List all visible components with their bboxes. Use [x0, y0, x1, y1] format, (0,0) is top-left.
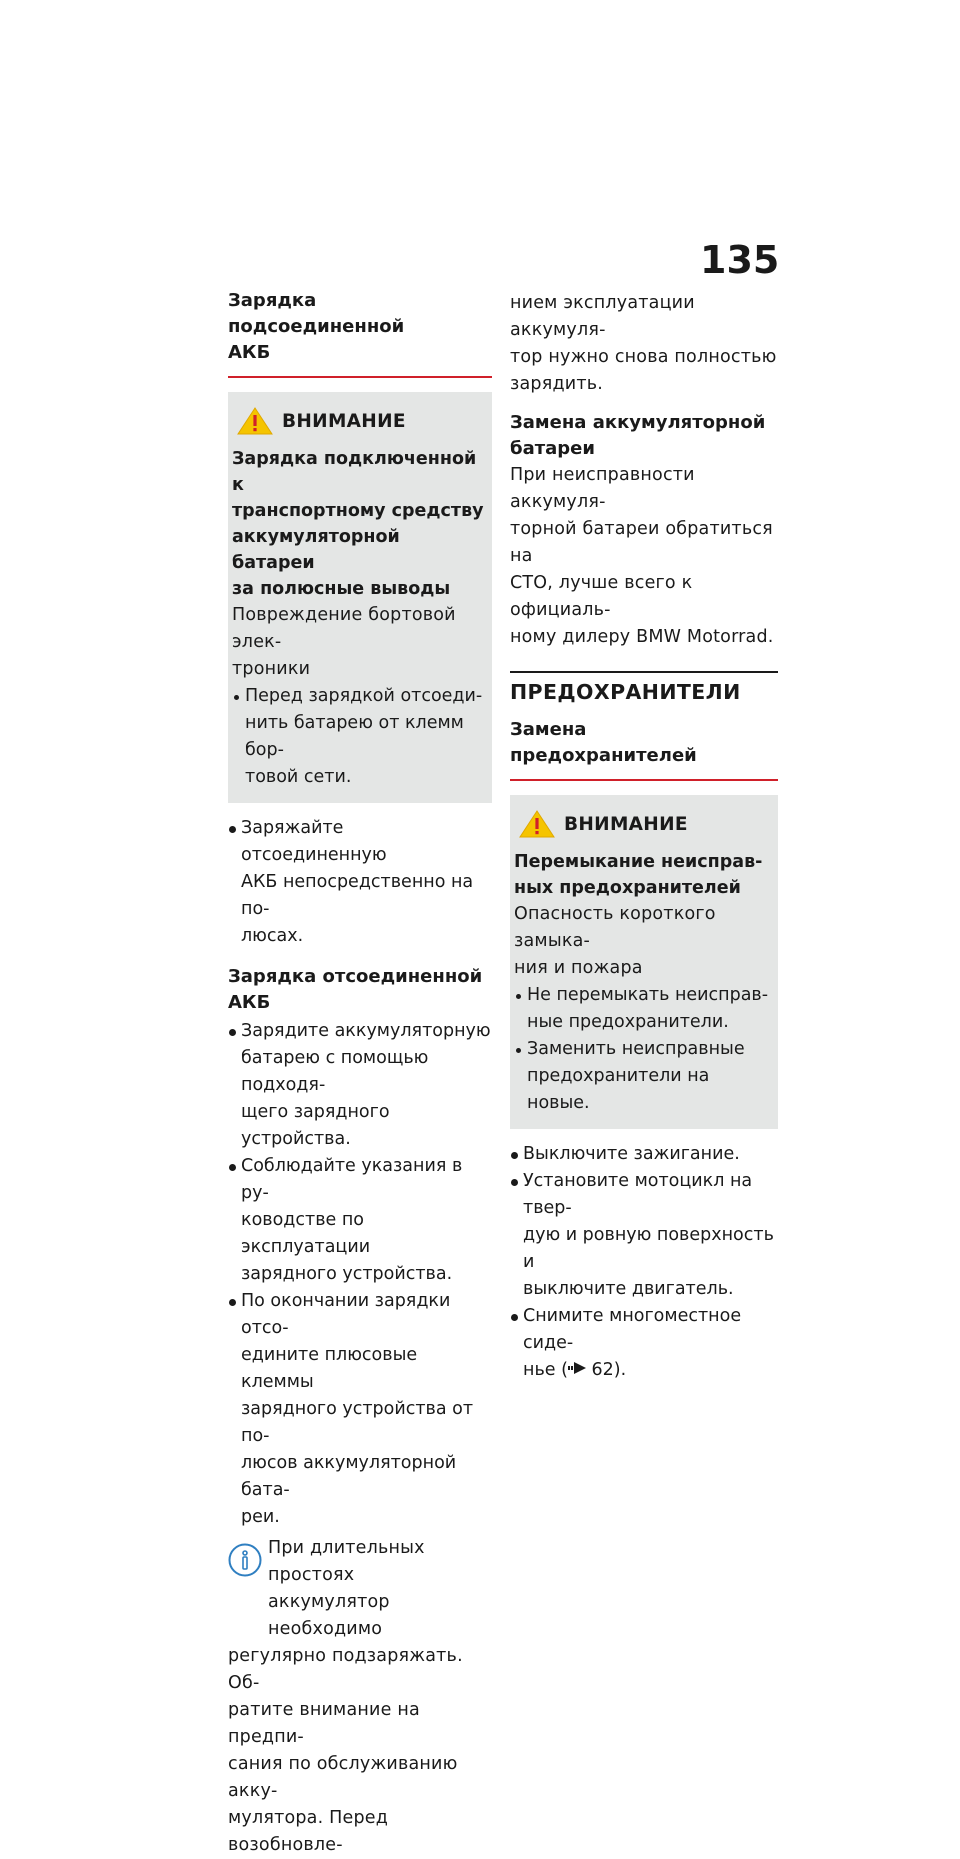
warning-box: [228, 392, 492, 803]
warning-box: [510, 795, 778, 1129]
section-heading-charge-connected: Зарядка подсоединенной АКБ: [228, 288, 492, 378]
list-item: Перед зарядкой отсоеди- нить батарею от клемм бор- товой сети.: [232, 683, 488, 791]
section-title-fuses: ПРЕДОХРАНИТЕЛИ: [510, 671, 778, 705]
instruction-list: [228, 1018, 492, 1531]
section-heading-charge-disconnected: Зарядка отсоединенной АКБ: [228, 966, 483, 1013]
list-item: Выключите зажигание.: [510, 1141, 778, 1168]
list-item: Соблюдайте указания в ру- ководстве по эксплуатации зарядного устройства.: [228, 1153, 492, 1288]
warning-triangle-icon: [236, 406, 274, 436]
list-item: Заменить неисправные предохранители на новые.: [514, 1036, 774, 1117]
warning-label: ВНИМАНИЕ: [564, 813, 688, 835]
list-item: Заряжайте отсоединенную АКБ непосредственно на по- люсах.: [228, 815, 492, 950]
arrow-reference-icon: [568, 1362, 586, 1374]
warning-actions: [232, 683, 488, 791]
list-item: По окончании зарядки отсо- едините плюсовые клеммы зарядного устройства от по- люсов аккумуляторной бата- реи.: [228, 1288, 492, 1531]
battery-replace-text: При неисправности аккумуля- торной батареи обратиться на СТО, лучше всего к официаль- ному дилеру BMW Motorrad.: [510, 465, 774, 647]
warning-title: Зарядка подключенной к транспортному средству аккумуляторной батареи за полюсные выводы: [232, 449, 484, 599]
section-heading-battery-replace: Замена аккумуляторной батареи: [510, 412, 766, 459]
warning-triangle-icon: [518, 809, 556, 839]
warning-label: ВНИМАНИЕ: [282, 410, 406, 432]
left-column: [228, 288, 492, 1859]
page-reference[interactable]: 62).: [591, 1360, 627, 1380]
list-item: Не перемыкать неисправ- ные предохранители.: [514, 982, 774, 1036]
warning-actions: [514, 982, 774, 1117]
info-icon: [228, 1543, 262, 1577]
note-continuation: нием эксплуатации аккумуля- тор нужно снова полностью зарядить.: [510, 293, 777, 394]
page-number: 135: [700, 238, 780, 282]
right-column: [510, 288, 778, 1384]
section-heading-fuse-replace: Замена предохранителей: [510, 717, 778, 781]
warning-title: Перемыкание неисправ- ных предохранителей: [514, 852, 763, 898]
instruction-list: [510, 1141, 778, 1384]
info-note: При длительных простоях аккумулятор необходимо регулярно подзаряжать. Об- ратите внимание на предпи- сания по обслуживанию акку- мулятора. Перед возобновле-: [228, 1538, 463, 1855]
list-item: Установите мотоцикл на твер- дую и ровную поверхность и выключите двигатель.: [510, 1168, 778, 1303]
warning-risk: Опасность короткого замыка- ния и пожара: [514, 904, 716, 978]
instruction-list: [228, 815, 492, 950]
list-item: Зарядите аккумуляторную батарею с помощью подходя- щего зарядного устройства.: [228, 1018, 492, 1153]
warning-risk: Повреждение бортовой элек- троники: [232, 605, 456, 679]
list-item: Снимите многоместное сиде- нье ( 62).: [510, 1303, 778, 1384]
